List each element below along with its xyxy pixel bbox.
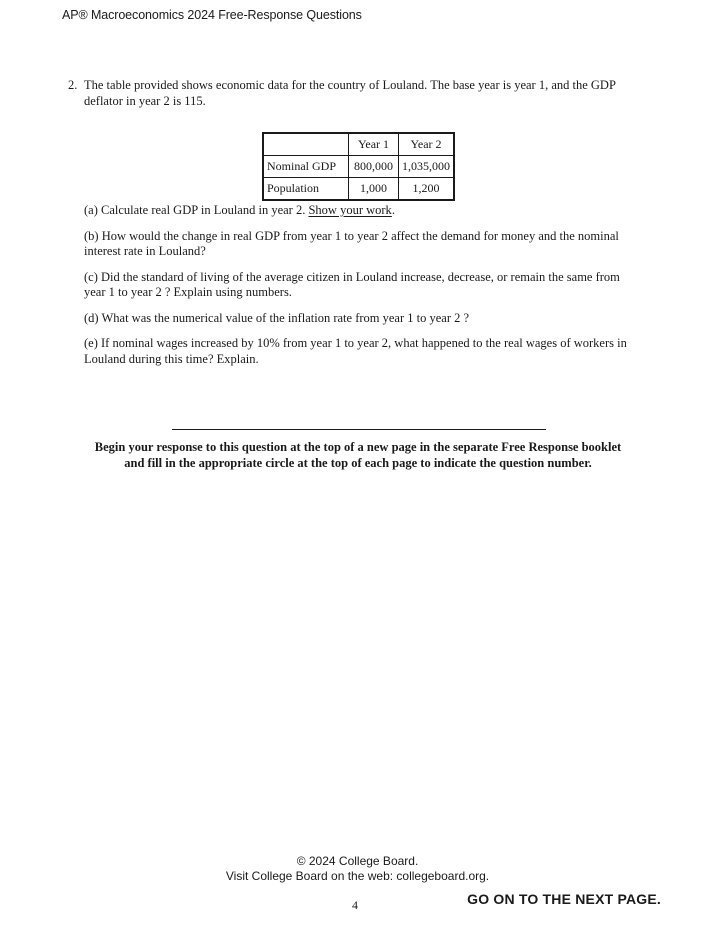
- row-label-population: Population: [263, 178, 349, 201]
- response-instruction: [60, 439, 656, 471]
- instruction-line-2: and fill in the appropriate circle at the top of each page to indicate the question number.: [124, 456, 592, 470]
- table-row: [263, 156, 454, 178]
- website-notice: Visit College Board on the web: collegeboard.org.: [225, 868, 490, 883]
- part-d: (d) What was the numerical value of the inflation rate from year 1 to year 2 ?: [84, 310, 470, 325]
- table-header-row: [263, 133, 454, 156]
- cell-population-year2: 1,200: [399, 178, 455, 201]
- divider-rule: [172, 429, 546, 430]
- cell-population-year1: 1,000: [349, 178, 399, 201]
- economic-data-table: [262, 132, 455, 201]
- question-stem-block: [68, 78, 648, 109]
- row-label-nominal-gdp: Nominal GDP: [263, 156, 349, 178]
- table-corner-cell: [263, 133, 349, 156]
- part-a-suffix: .: [391, 203, 395, 217]
- table-row: [263, 178, 454, 201]
- column-header-year1: Year 1: [349, 133, 399, 156]
- cell-nominal-gdp-year1: 800,000: [349, 156, 399, 178]
- question-number: 2.: [68, 78, 78, 92]
- part-b: (b) How would the change in real GDP from year 1 to year 2 affect the demand for money and the nominal interest rate in Louland?: [84, 228, 619, 258]
- go-on-notice: GO ON TO THE NEXT PAGE.: [467, 891, 661, 907]
- part-a-text: (a) Calculate real GDP in Louland in year 2.: [84, 203, 309, 217]
- cell-nominal-gdp-year2: 1,035,000: [399, 156, 455, 178]
- question-stem: The table provided shows economic data for the country of Louland. The base year is year 1, and the GDP deflator in year 2 is 115.: [84, 78, 616, 108]
- copyright-notice: © 2024 College Board.: [296, 854, 419, 868]
- page-number: 4: [352, 898, 358, 912]
- question-parts: [84, 203, 644, 377]
- part-a: [84, 203, 644, 219]
- part-c: (c) Did the standard of living of the average citizen in Louland increase, decrease, or remain the same from year 1 to year 2 ? Explain using numbers.: [84, 269, 620, 299]
- page-footer: [0, 854, 715, 883]
- instruction-line-1: Begin your response to this question at the top of a new page in the separate Free Response booklet: [94, 440, 622, 454]
- part-e: (e) If nominal wages increased by 10% from year 1 to year 2, what happened to the real wages of workers in Louland during this time? Explain.: [84, 336, 627, 366]
- part-a-emphasis: Show your work: [308, 203, 392, 217]
- column-header-year2: Year 2: [399, 133, 455, 156]
- page-header: AP® Macroeconomics 2024 Free-Response Questions: [62, 8, 362, 22]
